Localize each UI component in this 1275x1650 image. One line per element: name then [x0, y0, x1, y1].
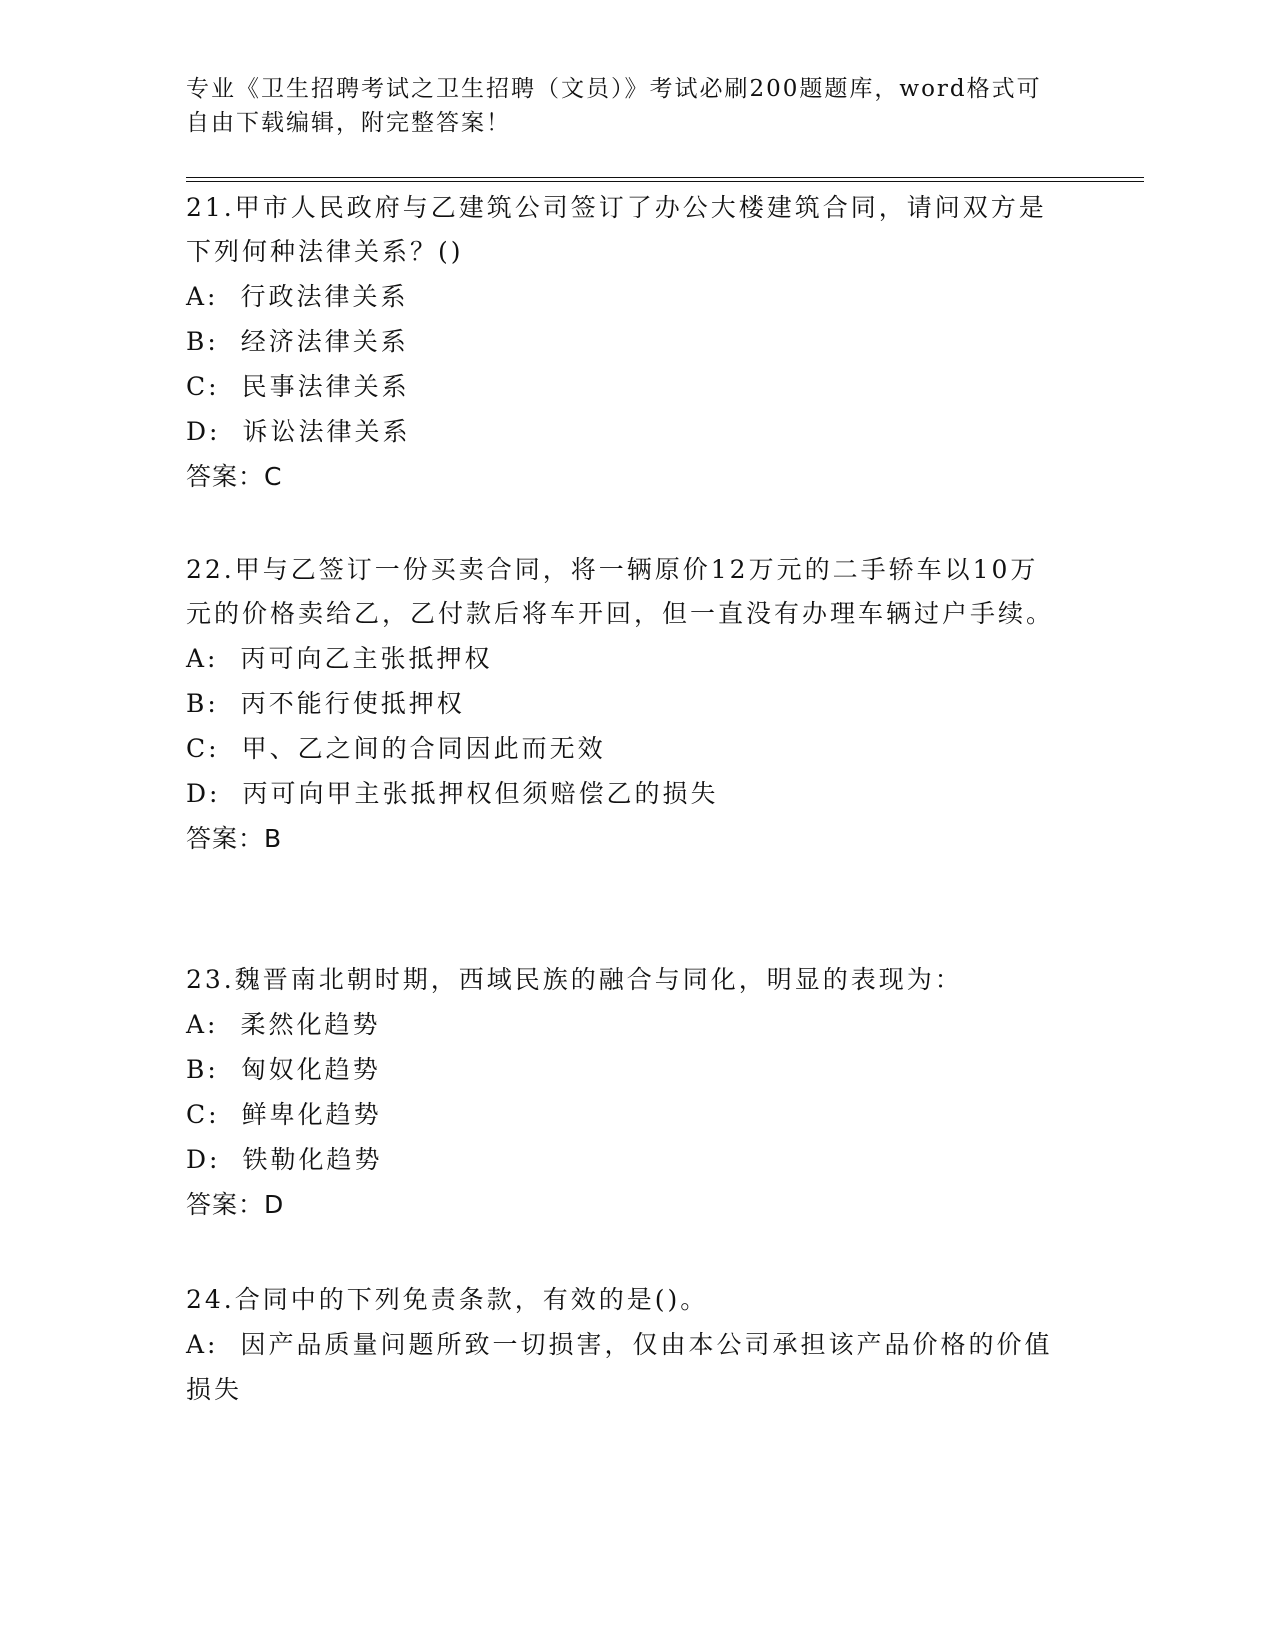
- option-label: B:: [186, 327, 219, 356]
- option-text: 经济法律关系: [240, 327, 409, 356]
- option-label: B:: [186, 689, 219, 718]
- answer-text: 答案：D: [186, 1190, 285, 1219]
- option-text: 甲、乙之间的合同因此而无效: [241, 734, 606, 763]
- option-text: 因产品质量问题所致一切损害，仅由本公司承担该产品价格的价值损失: [186, 1330, 1053, 1404]
- option-d: [186, 771, 1066, 816]
- option-label: D:: [186, 1145, 221, 1174]
- option-text: 鲜卑化趋势: [241, 1100, 382, 1129]
- option-c: [186, 364, 1066, 409]
- header-divider-line: [186, 181, 1144, 182]
- option-label: B:: [186, 1055, 219, 1084]
- option-label: C:: [186, 372, 220, 401]
- option-text: 诉讼法律关系: [242, 417, 411, 446]
- answer-text: 答案：C: [186, 462, 283, 491]
- question-stem: 21.甲市人民政府与乙建筑公司签订了办公大楼建筑合同，请问双方是下列何种法律关系？(): [186, 193, 1047, 266]
- option-a: [186, 274, 1066, 319]
- option-label: C:: [186, 1100, 220, 1129]
- option-d: [186, 1137, 1066, 1182]
- question-24: [186, 1278, 1066, 1412]
- option-label: D:: [186, 779, 221, 808]
- option-label: D:: [186, 417, 221, 446]
- answer-text: 答案：B: [186, 824, 283, 853]
- question-stem: 24.合同中的下列免责条款，有效的是()。: [186, 1285, 709, 1314]
- option-label: A:: [186, 282, 219, 311]
- question-stem: 22.甲与乙签订一份买卖合同，将一辆原价12万元的二手轿车以10万元的价格卖给乙，乙付款后将车开回，但一直没有办理车辆过户手续。: [186, 555, 1055, 628]
- option-b: [186, 1047, 1066, 1092]
- option-a: [186, 636, 1066, 681]
- option-label: A:: [186, 1330, 219, 1359]
- option-b: [186, 319, 1066, 364]
- option-a: [186, 1322, 1066, 1412]
- option-d: [186, 409, 1066, 454]
- option-b: [186, 681, 1066, 726]
- question-21: [186, 186, 1066, 500]
- option-text: 行政法律关系: [240, 282, 409, 311]
- option-a: [186, 1002, 1066, 1047]
- option-text: 铁勒化趋势: [242, 1145, 383, 1174]
- header-divider-line: [186, 177, 1144, 178]
- option-label: C:: [186, 734, 220, 763]
- option-text: 民事法律关系: [241, 372, 410, 401]
- document-header: 专业《卫生招聘考试之卫生招聘（文员）》考试必刷200题题库，word格式可自由下载编辑，附完整答案！: [186, 76, 1042, 136]
- option-c: [186, 1092, 1066, 1137]
- option-text: 匈奴化趋势: [240, 1055, 381, 1084]
- option-text: 丙可向甲主张抵押权但须赔偿乙的损失: [242, 779, 719, 808]
- option-text: 丙可向乙主张抵押权: [240, 644, 493, 673]
- option-c: [186, 726, 1066, 771]
- option-text: 柔然化趋势: [240, 1010, 381, 1039]
- question-23: [186, 958, 1066, 1228]
- option-text: 丙不能行使抵押权: [240, 689, 465, 718]
- option-label: A:: [186, 1010, 219, 1039]
- question-22: [186, 548, 1066, 862]
- option-label: A:: [186, 644, 219, 673]
- question-stem: 23.魏晋南北朝时期，西域民族的融合与同化，明显的表现为：: [186, 965, 963, 994]
